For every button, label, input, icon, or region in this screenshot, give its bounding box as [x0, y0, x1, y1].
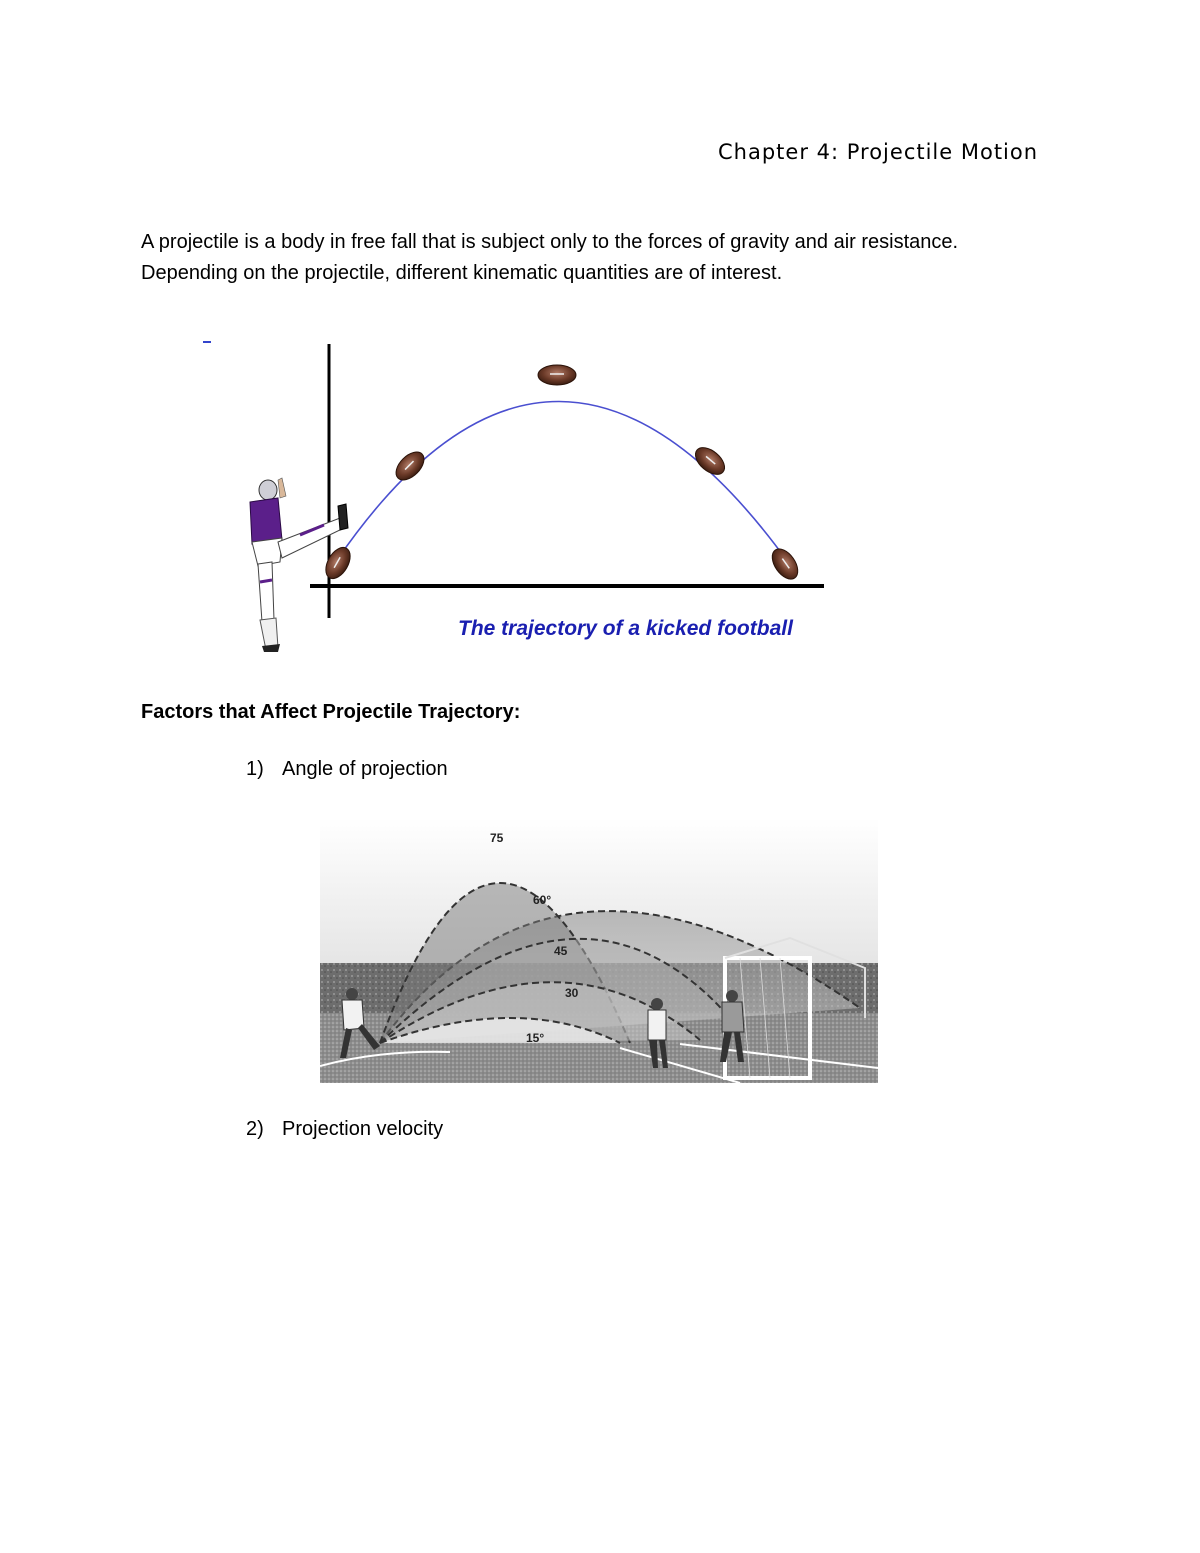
- football-icon: [321, 543, 355, 582]
- angle-label-60: 60°: [533, 893, 552, 907]
- projection-angle-figure: [320, 818, 878, 1083]
- list-label: Projection velocity: [282, 1118, 444, 1140]
- intro-paragraph: [141, 227, 1101, 289]
- list-number: 1): [246, 758, 264, 780]
- angle-label-45: 45: [554, 944, 568, 958]
- football-icon: [767, 544, 803, 583]
- chapter-title: Chapter 4: Projectile Motion: [718, 140, 1039, 164]
- intro-line-1: A projectile is a body in free fall that is subject only to the forces of gravity and air resistance.: [141, 231, 959, 253]
- list-item-angle: [246, 758, 448, 781]
- figure1-caption: The trajectory of a kicked football: [458, 617, 793, 640]
- small-mark: [203, 341, 211, 343]
- list-number: 2): [246, 1118, 264, 1140]
- football-icon: [538, 365, 576, 385]
- football-icon: [391, 447, 429, 485]
- list-item-velocity: [246, 1118, 443, 1141]
- factors-heading: Factors that Affect Projectile Trajectory:: [141, 701, 521, 723]
- football-trajectory-figure: [200, 330, 840, 660]
- angle-label-15: 15°: [526, 1031, 545, 1045]
- angle-label-75: 75: [490, 831, 504, 845]
- list-label: Angle of projection: [282, 758, 448, 780]
- trajectory-curve: [337, 401, 788, 562]
- intro-line-2: Depending on the projectile, different kinematic quantities are of interest.: [141, 262, 783, 284]
- angle-label-30: 30: [565, 986, 579, 1000]
